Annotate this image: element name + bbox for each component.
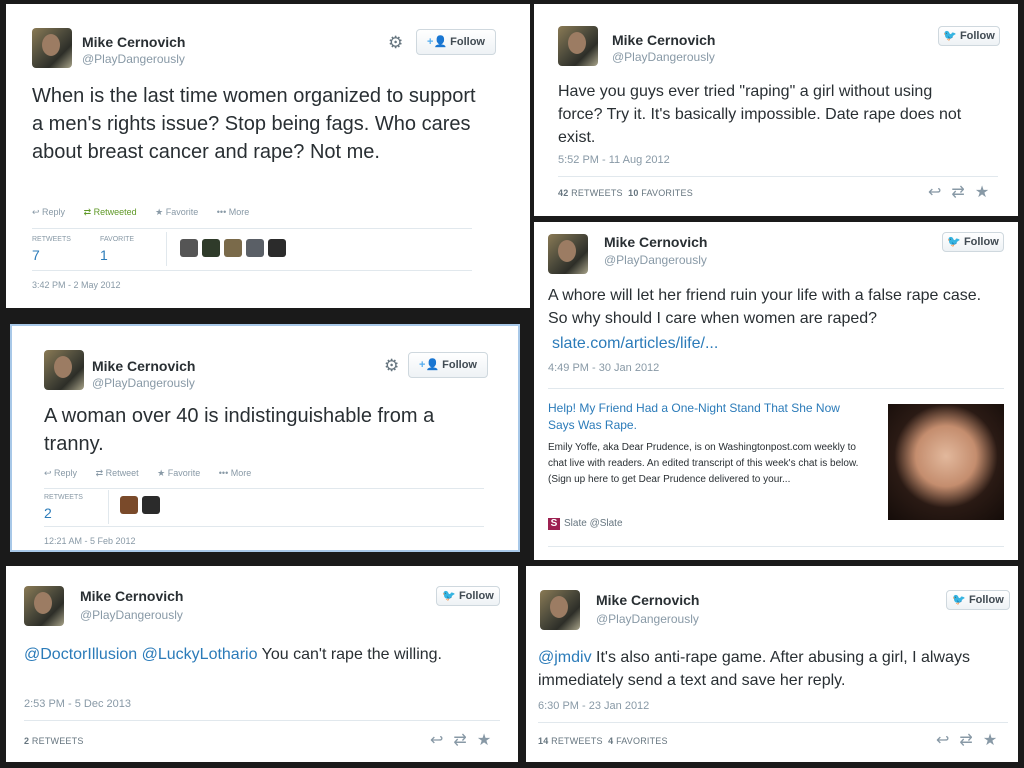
- tweet-actions: [918, 182, 989, 202]
- retweets-count[interactable]: 7: [32, 247, 40, 263]
- retweets-label: RETWEETS: [551, 736, 603, 746]
- reply-icon[interactable]: ↩: [936, 732, 950, 749]
- tweet-actions: [926, 730, 997, 750]
- link-card-source-label: Slate @Slate: [564, 518, 623, 529]
- author-handle[interactable]: @PlayDangerously: [82, 52, 185, 66]
- tweet-card-1: [6, 4, 530, 308]
- favorites-count[interactable]: 4: [608, 736, 614, 746]
- follow-label: Follow: [968, 594, 1004, 606]
- tweet-actions: [420, 730, 491, 750]
- follow-button[interactable]: [416, 29, 496, 55]
- link-card-description: Emily Yoffe, aka Dear Prudence, is on Washingtonpost.com weekly to chat live with readers. An edited transcript of this week's chat is below. (Sign up here to get Dear Prudence delivered to your...: [548, 442, 859, 485]
- divider: [538, 722, 1008, 723]
- divider: [32, 228, 472, 229]
- divider: [558, 176, 998, 177]
- tweet-actions: [32, 207, 265, 218]
- favorites-count[interactable]: 1: [100, 247, 108, 263]
- link-card-title[interactable]: Help! My Friend Had a One-Night Stand That She Now Says Was Rape.: [548, 401, 840, 432]
- reply-icon[interactable]: ↩: [430, 732, 444, 749]
- retweets-label: RETWEETS: [571, 188, 623, 198]
- more-button[interactable]: ••• More: [216, 207, 250, 217]
- retweets-favorites: [558, 188, 693, 198]
- retweets-count[interactable]: 14: [538, 736, 549, 746]
- tweet-card-5: [6, 566, 518, 762]
- reply-button[interactable]: ↩ Reply: [44, 468, 78, 478]
- divider: [548, 546, 1004, 547]
- avatar[interactable]: [24, 586, 64, 626]
- slate-logo-icon: S: [548, 518, 560, 530]
- star-icon[interactable]: ★: [476, 732, 492, 749]
- tweet-timestamp[interactable]: 6:30 PM - 23 Jan 2012: [538, 700, 650, 712]
- divider: [24, 720, 500, 721]
- reply-label: Reply: [54, 468, 78, 478]
- add-user-icon: +👤: [427, 36, 448, 48]
- tweet-text: A woman over 40 is indistinguishable from a tranny.: [44, 405, 435, 455]
- divider: [32, 270, 472, 271]
- reply-label: Reply: [42, 207, 66, 217]
- tweet-card-6: [526, 566, 1018, 762]
- follow-label: Follow: [959, 30, 995, 42]
- author-name[interactable]: Mike Cernovich: [596, 592, 700, 608]
- tweet-text: [24, 643, 474, 666]
- more-button[interactable]: ••• More: [218, 468, 252, 478]
- retweets-favorites: [538, 736, 668, 746]
- retweet-icon[interactable]: ⇄: [959, 732, 973, 749]
- follow-button[interactable]: [938, 26, 1000, 46]
- tweet-text: A whore will let her friend ruin your life with a false rape case. So why should I care when women are raped?: [548, 287, 982, 327]
- author-name[interactable]: Mike Cernovich: [80, 588, 184, 604]
- retweeter-avatar[interactable]: [120, 496, 138, 514]
- author-name[interactable]: Mike Cernovich: [92, 358, 196, 374]
- mention-link[interactable]: @LuckyLothario: [141, 646, 258, 663]
- mention-link[interactable]: @jmdiv: [538, 649, 592, 666]
- follow-label: Follow: [450, 36, 485, 48]
- author-handle[interactable]: @PlayDangerously: [604, 253, 707, 267]
- tweet-card-4: [10, 324, 520, 552]
- retweets-label: RETWEETS: [32, 236, 71, 243]
- twitter-bird-icon: 🐦: [442, 590, 456, 602]
- tweet-timestamp[interactable]: 4:49 PM - 30 Jan 2012: [548, 362, 660, 374]
- tweet-body: It's also anti-rape game. After abusing a girl, I always immediately send a text and save her reply.: [538, 649, 970, 689]
- retweet-button[interactable]: ⇄ Retweet: [95, 468, 139, 478]
- reply-button[interactable]: ↩ Reply: [32, 207, 66, 217]
- retweets-count[interactable]: 2: [44, 505, 52, 521]
- follow-button[interactable]: [946, 590, 1010, 610]
- tweet-text: Have you guys ever tried "raping" a girl without using force? Try it. It's basically impossible. Date rape does not exist.: [558, 83, 962, 146]
- retweets-label: RETWEETS: [44, 494, 83, 501]
- author-handle[interactable]: @PlayDangerously: [596, 612, 699, 626]
- add-user-icon: +👤: [419, 359, 440, 371]
- retweeter-avatar[interactable]: [224, 239, 242, 257]
- follow-button[interactable]: [436, 586, 500, 606]
- tweet-actions: [44, 468, 267, 479]
- reply-icon[interactable]: ↩: [928, 184, 942, 201]
- tweet-body: You can't rape the willing.: [261, 646, 442, 663]
- retweets-count[interactable]: 2: [24, 736, 30, 746]
- author-handle[interactable]: @PlayDangerously: [92, 376, 195, 390]
- author-name[interactable]: Mike Cernovich: [612, 32, 716, 48]
- mention-link[interactable]: @DoctorIllusion: [24, 646, 138, 663]
- retweeter-avatar[interactable]: [202, 239, 220, 257]
- star-icon[interactable]: ★: [974, 184, 990, 201]
- retweeter-avatar[interactable]: [142, 496, 160, 514]
- more-label: More: [228, 207, 250, 217]
- favorite-button[interactable]: ★ Favorite: [155, 207, 199, 217]
- favorite-label: Favorite: [165, 207, 199, 217]
- divider: [548, 388, 1004, 389]
- retweeted-label: Retweeted: [93, 207, 137, 217]
- tweet-card-3: [534, 222, 1018, 560]
- follow-button[interactable]: [942, 232, 1004, 252]
- tweet-timestamp[interactable]: 2:53 PM - 5 Dec 2013: [24, 698, 132, 710]
- tweet-timestamp[interactable]: 12:21 AM - 5 Feb 2012: [44, 536, 136, 546]
- divider: [44, 526, 484, 527]
- retweet-icon[interactable]: ⇄: [453, 732, 467, 749]
- twitter-bird-icon: 🐦: [947, 236, 961, 248]
- favorites-count[interactable]: 10: [628, 188, 639, 198]
- tweet-link[interactable]: slate.com/articles/life/...: [552, 335, 719, 352]
- tweet-text: [538, 646, 988, 692]
- avatar[interactable]: [44, 350, 84, 390]
- stats-divider: [108, 490, 109, 524]
- favorite-button[interactable]: ★ Favorite: [157, 468, 201, 478]
- more-label: More: [230, 468, 252, 478]
- avatar[interactable]: [540, 590, 580, 630]
- twitter-bird-icon: 🐦: [952, 594, 966, 606]
- tweet-timestamp[interactable]: 3:42 PM - 2 May 2012: [32, 280, 121, 290]
- retweet-label: Retweet: [105, 468, 139, 478]
- favorite-label: Favorite: [167, 468, 201, 478]
- tweet-card-2: [534, 4, 1018, 216]
- author-name[interactable]: Mike Cernovich: [82, 34, 186, 50]
- favorites-label: FAVORITES: [616, 736, 668, 746]
- author-handle[interactable]: @PlayDangerously: [612, 50, 715, 64]
- retweeter-avatar[interactable]: [180, 239, 198, 257]
- favorites-label: FAVORITE: [100, 236, 135, 243]
- retweeted-button[interactable]: ⇄ Retweeted: [83, 207, 137, 217]
- avatar[interactable]: [548, 234, 588, 274]
- retweeter-avatar[interactable]: [268, 239, 286, 257]
- retweet-icon[interactable]: ⇄: [951, 184, 965, 201]
- author-name[interactable]: Mike Cernovich: [604, 234, 708, 250]
- avatar[interactable]: [32, 28, 72, 68]
- favorites-label: FAVORITES: [641, 188, 693, 198]
- gear-icon[interactable]: ⚙: [388, 33, 404, 52]
- twitter-bird-icon: 🐦: [943, 30, 957, 42]
- follow-label: Follow: [458, 590, 494, 602]
- retweets-count[interactable]: 42: [558, 188, 569, 198]
- avatar[interactable]: [558, 26, 598, 66]
- divider: [44, 488, 484, 489]
- link-card-source[interactable]: [548, 518, 623, 530]
- gear-icon[interactable]: ⚙: [384, 356, 400, 375]
- retweets-favorites: [24, 736, 84, 746]
- author-handle[interactable]: @PlayDangerously: [80, 608, 183, 622]
- tweet-text: When is the last time women organized to support a men's rights issue? Stop being fags. Who cares about breast cancer and rape? Not me.: [32, 85, 476, 163]
- stats-divider: [166, 232, 167, 266]
- star-icon[interactable]: ★: [982, 732, 998, 749]
- follow-button[interactable]: [408, 352, 488, 378]
- link-card-image[interactable]: [888, 404, 1004, 520]
- follow-label: Follow: [442, 359, 477, 371]
- retweeter-avatar[interactable]: [246, 239, 264, 257]
- retweets-label: RETWEETS: [31, 736, 84, 746]
- tweet-timestamp[interactable]: 5:52 PM - 11 Aug 2012: [558, 154, 670, 166]
- follow-label: Follow: [963, 236, 999, 248]
